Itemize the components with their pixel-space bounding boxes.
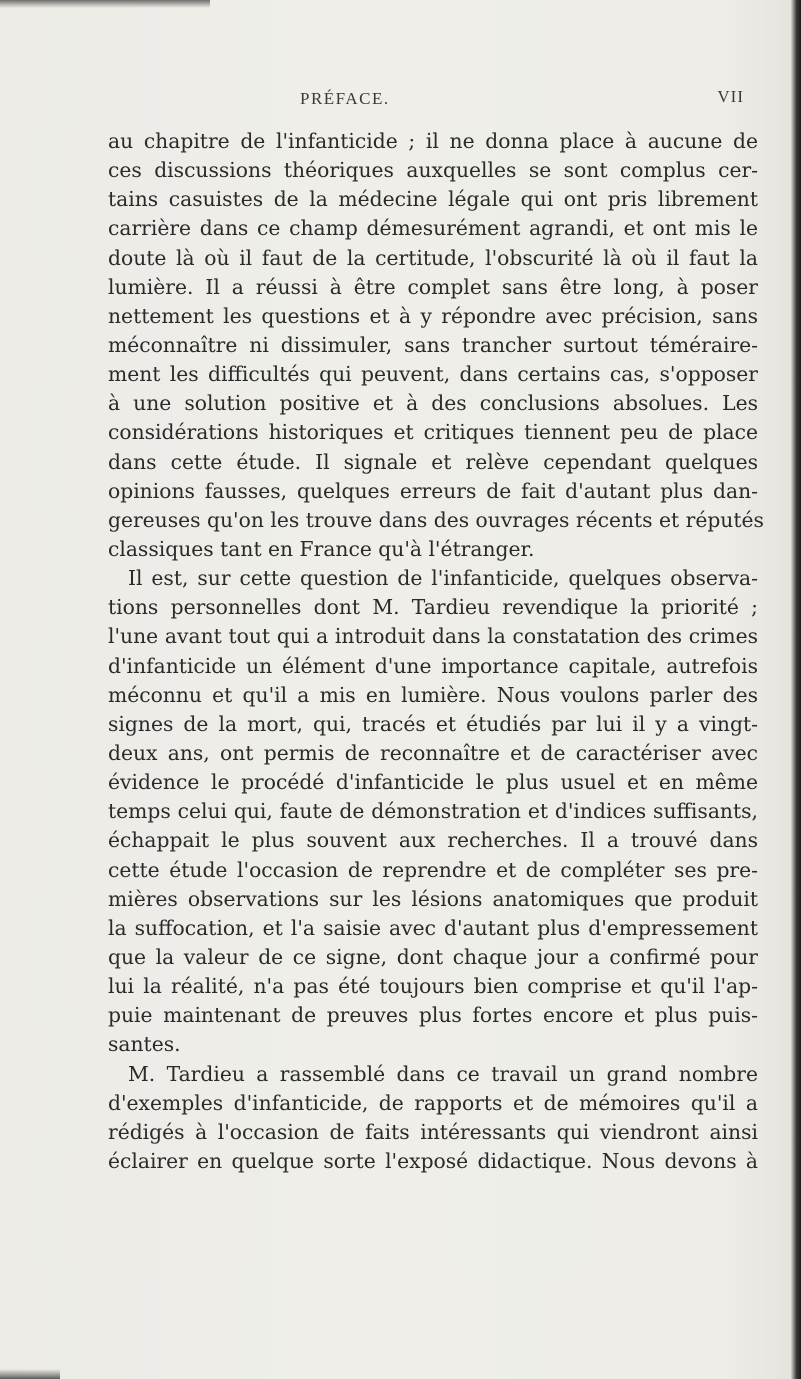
page-edge-shadow-bottom [0, 1369, 60, 1379]
text-line: tains casuistes de la médecine légale qui ont pris librement [108, 187, 758, 212]
page-number: VII [717, 87, 744, 106]
paragraph-end-line: santes. [108, 1032, 181, 1057]
text-line: temps celui qui, faute de démonstration et d'indices suffisants, [108, 799, 758, 824]
text-line: opinions fausses, quelques erreurs de fait d'autant plus dan- [108, 478, 758, 503]
text-line: tions personnelles dont M. Tardieu revendique la priorité ; [108, 595, 758, 620]
text-line: lui la réalité, n'a pas été toujours bien comprise et qu'il l'ap- [108, 974, 758, 999]
text-line: d'infanticide un élément d'une importance capitale, autrefois [108, 653, 758, 678]
text-line: échappait le plus souvent aux recherches. Il a trouvé dans [108, 828, 758, 853]
text-line: gereuses qu'on les trouve dans des ouvrages récents et réputés [108, 507, 764, 532]
text-line: puie maintenant de preuves plus fortes encore et plus puis- [108, 1003, 758, 1028]
text-line: dans cette étude. Il signale et relève cependant quelques [108, 449, 758, 474]
paragraph-start-line: M. Tardieu a rassemblé dans ce travail un grand nombre [128, 1061, 758, 1086]
text-line: signes de la mort, qui, tracés et étudiés par lui il y a vingt- [108, 711, 758, 736]
page-edge-shadow-top [0, 0, 210, 8]
text-line: évidence le procédé d'infanticide le plus usuel et en même [108, 770, 758, 795]
text-line: l'une avant tout qui a introduit dans la constatation des crimes [108, 624, 758, 649]
text-line: d'exemples d'infanticide, de rapports et de mémoires qu'il a [108, 1090, 758, 1115]
text-line: deux ans, ont permis de reconnaître et de caractériser avec [108, 740, 758, 765]
text-line: ces discussions théoriques auxquelles se sont complus cer- [108, 158, 758, 183]
text-line: doute là où il faut de la certitude, l'obscurité là où il faut la [108, 245, 758, 270]
running-head [120, 89, 760, 115]
text-line: ment les difficultés qui peuvent, dans certains cas, s'opposer [108, 362, 758, 387]
text-line: que la valeur de ce signe, dont chaque jour a confirmé pour [108, 944, 758, 969]
text-line: mières observations sur les lésions anatomiques que produit [108, 886, 758, 911]
body-text [108, 127, 764, 1176]
text-line: carrière dans ce champ démesurément agrandi, et ont mis le [108, 216, 758, 241]
text-line: rédigés à l'occasion de faits intéressants qui viendront ainsi [108, 1119, 758, 1144]
page-edge-shadow-right [791, 0, 801, 1379]
text-line: à une solution positive et à des conclusions absolues. Les [108, 391, 758, 416]
text-line: méconnu et qu'il a mis en lumière. Nous voulons parler des [108, 682, 758, 707]
text-line: nettement les questions et à y répondre avec précision, sans [108, 303, 758, 328]
paragraph-start-line: Il est, sur cette question de l'infanticide, quelques observa- [128, 566, 758, 591]
text-line: éclairer en quelque sorte l'exposé didactique. Nous devons à [108, 1148, 758, 1173]
text-line: lumière. Il a réussi à être complet sans être long, à poser [108, 274, 758, 299]
text-line: cette étude l'occasion de reprendre et de compléter ses pre- [108, 857, 758, 882]
text-line: méconnaître ni dissimuler, sans trancher surtout téméraire- [108, 332, 758, 357]
paragraph-end-line: classiques tant en France qu'à l'étranger. [108, 536, 535, 561]
running-title: PRÉFACE. [300, 89, 390, 108]
text-line: considérations historiques et critiques tiennent peu de place [108, 420, 758, 445]
text-line: au chapitre de l'infanticide ; il ne donna place à aucune de [108, 129, 758, 153]
text-line: la suffocation, et l'a saisie avec d'autant plus d'empressement [108, 915, 758, 940]
